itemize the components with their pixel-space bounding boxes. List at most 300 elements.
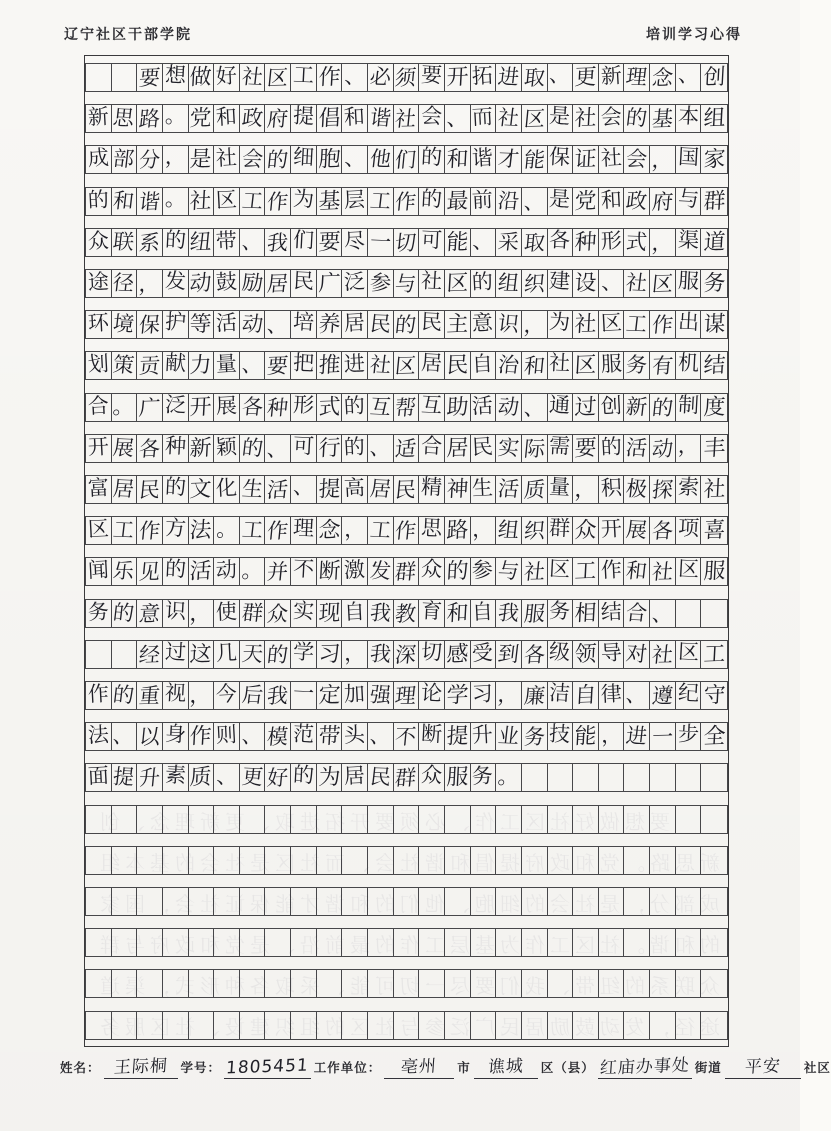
manuscript-cell: 路: [445, 517, 469, 544]
manuscript-cell: ，: [650, 230, 675, 256]
manuscript-cell: 理: [394, 683, 418, 709]
manuscript-row: [85, 269, 728, 298]
manuscript-cell: 要: [419, 64, 445, 91]
manuscript-cell: [573, 970, 599, 997]
manuscript-row: [85, 805, 728, 834]
manuscript-cell: 。: [163, 188, 189, 215]
manuscript-cell: [701, 847, 727, 874]
manuscript-cell: 模: [266, 724, 290, 750]
manuscript-cell: 区: [445, 270, 469, 296]
manuscript-cell: 开: [86, 435, 112, 462]
manuscript-cell: 们: [291, 229, 317, 256]
manuscript-cell: [599, 806, 625, 833]
manuscript-cell: 、: [650, 601, 675, 626]
manuscript-cell: 服: [522, 601, 546, 626]
manuscript-cell: 是: [548, 188, 574, 215]
manuscript-cell: [471, 970, 497, 997]
manuscript-cell: 要: [137, 65, 162, 91]
manuscript-cell: 、: [522, 395, 546, 420]
manuscript-cell: 能: [445, 228, 469, 255]
manuscript-cell: [112, 847, 138, 874]
manuscript-cell: 社: [573, 105, 598, 132]
manuscript-cell: 切: [419, 641, 445, 668]
manuscript-cell: [265, 970, 291, 997]
manuscript-cell: 贡: [137, 354, 162, 379]
manuscript-cell: 社: [394, 106, 418, 132]
manuscript-row: [85, 681, 728, 710]
manuscript-cell: [189, 1012, 215, 1039]
manuscript-cell: 助: [445, 393, 469, 420]
manuscript-cell: 基: [650, 106, 675, 132]
manuscript-cell: ，: [496, 682, 521, 708]
manuscript-cell: 社: [548, 352, 574, 379]
manuscript-cell: 。: [214, 517, 240, 544]
manuscript-cell: [394, 1012, 420, 1039]
manuscript-cell: [189, 888, 215, 915]
manuscript-cell: [368, 806, 394, 833]
manuscript-cell: 量: [214, 352, 240, 379]
manuscript-cell: 合: [86, 394, 112, 421]
manuscript-cell: 励: [240, 270, 265, 296]
manuscript-cell: 的: [394, 312, 418, 338]
manuscript-cell: 服: [702, 558, 726, 585]
manuscript-cell: [214, 1012, 240, 1039]
manuscript-cell: 工: [368, 188, 393, 214]
manuscript-cell: [214, 970, 240, 997]
manuscript-cell: 培: [291, 311, 317, 338]
manuscript-cell: [650, 970, 676, 997]
manuscript-cell: [701, 1012, 727, 1039]
manuscript-cell: [599, 970, 625, 997]
manuscript-cell: 和: [445, 599, 469, 626]
manuscript-cell: 的: [163, 229, 189, 256]
manuscript-cell: [701, 929, 727, 956]
manuscript-cell: 服: [676, 270, 702, 297]
manuscript-cell: [163, 806, 189, 833]
manuscript-cell: 方: [163, 517, 189, 544]
manuscript-cell: [240, 806, 266, 833]
manuscript-cell: [650, 847, 676, 874]
manuscript-cell: 我: [368, 600, 393, 626]
manuscript-cell: 拓: [471, 64, 497, 91]
manuscript-cell: [112, 970, 138, 997]
manuscript-cell: 发: [163, 270, 189, 297]
manuscript-row: [85, 63, 728, 92]
manuscript-cell: [522, 1012, 548, 1039]
manuscript-cell: 、: [445, 105, 469, 132]
manuscript-cell: 组: [496, 270, 521, 296]
manuscript-cell: 道: [702, 228, 726, 255]
manuscript-cell: 提: [445, 723, 469, 750]
manuscript-cell: 作: [317, 64, 341, 90]
manuscript-cell: 府: [266, 106, 290, 132]
manuscript-cell: 需: [548, 435, 574, 462]
manuscript-cell: [471, 847, 497, 874]
manuscript-cell: 动: [240, 311, 265, 337]
manuscript-cell: 工: [624, 311, 649, 337]
manuscript-cell: 的: [419, 188, 445, 215]
manuscript-cell: 细: [291, 146, 317, 173]
manuscript-cell: 的: [445, 558, 469, 585]
manuscript-cell: 后: [240, 682, 265, 708]
manuscript-cell: 互: [368, 394, 393, 420]
institution-title: 辽宁社区干部学院: [64, 27, 192, 43]
manuscript-cell: 一: [368, 229, 393, 255]
manuscript-cell: 不: [394, 724, 418, 750]
manuscript-cell: 径: [112, 270, 136, 296]
manuscript-cell: 的: [163, 476, 189, 503]
manuscript-cell: 素: [163, 764, 189, 791]
manuscript-cell: 和: [599, 188, 625, 215]
manuscript-cell: 政: [624, 188, 649, 214]
manuscript-cell: 几: [214, 641, 240, 668]
manuscript-cell: [419, 847, 445, 874]
manuscript-cell: 意: [137, 601, 162, 626]
manuscript-cell: 、: [240, 353, 265, 378]
manuscript-cell: 社: [599, 146, 625, 173]
manuscript-cell: 结: [702, 352, 726, 379]
manuscript-cell: 使: [214, 600, 240, 627]
manuscript-cell: 划: [86, 352, 112, 379]
manuscript-cell: [573, 929, 599, 956]
manuscript-cell: 、: [214, 764, 240, 791]
bleedthrough-ghost-text: 要想做好社区工作、必须要开拓进取、更新理念、创 新思路。党和政府提倡和谐社会、而社区是社会的基本组 成部分，是社会的细胞、他们的和谐才能保证社会，国家 的和谐。社区工作为基层工作的最前沿、是党和政府与群 众联系的纽带、我们要尽一切可能、采取各种形式，渠道 途径，发动鼓励居民广泛参与社区的组织建设、社区服务: [95, 810, 720, 1039]
manuscript-cell: 、: [599, 270, 625, 297]
manuscript-cell: 现: [317, 599, 341, 626]
manuscript-cell: 颖: [214, 435, 240, 462]
manuscript-cell: 、: [112, 723, 136, 749]
manuscript-cell: [445, 888, 471, 915]
manuscript-cell: [394, 806, 420, 833]
manuscript-cell: 丰: [702, 434, 726, 461]
manuscript-cell: [522, 806, 548, 833]
manuscript-cell: 识: [163, 600, 189, 627]
manuscript-cell: 出: [676, 311, 702, 338]
manuscript-cell: 索: [676, 476, 702, 503]
manuscript-row: [85, 310, 728, 339]
manuscript-cell: 今: [214, 682, 240, 709]
manuscript-cell: 互: [419, 394, 445, 421]
manuscript-cell: 念: [317, 517, 341, 544]
manuscript-cell: 极: [624, 476, 649, 502]
manuscript-cell: 廉: [522, 683, 546, 709]
manuscript-cell: 识: [496, 311, 521, 337]
manuscript-row: [85, 640, 728, 669]
manuscript-cell: 组: [702, 105, 726, 132]
manuscript-cell: 法: [86, 723, 112, 750]
manuscript-cell: 尽: [342, 229, 368, 256]
manuscript-cell: 头: [342, 723, 368, 750]
manuscript-cell: 群: [702, 187, 726, 214]
manuscript-cell: 、: [342, 64, 368, 91]
manuscript-cell: 我: [266, 230, 290, 256]
manuscript-cell: 作: [650, 312, 675, 338]
manuscript-cell: 会: [599, 105, 625, 132]
manuscript-cell: 鼓: [214, 270, 240, 297]
manuscript-cell: [342, 888, 368, 915]
manuscript-cell: 的: [112, 600, 136, 626]
manuscript-cell: 精: [419, 476, 445, 503]
manuscript-cell: 、: [676, 64, 702, 91]
manuscript-cell: 我: [496, 600, 521, 626]
manuscript-row: [85, 887, 728, 916]
manuscript-cell: 组: [496, 517, 521, 543]
manuscript-cell: 众: [419, 558, 445, 585]
manuscript-cell: ，: [342, 517, 368, 544]
manuscript-cell: 提: [317, 476, 341, 502]
manuscript-cell: 守: [702, 682, 726, 708]
manuscript-cell: 众: [573, 517, 598, 544]
manuscript-cell: 动: [650, 436, 675, 462]
manuscript-cell: 沿: [496, 188, 521, 214]
manuscript-cell: 务: [522, 724, 546, 750]
manuscript-cell: 全: [702, 723, 726, 750]
manuscript-row: [85, 1011, 728, 1040]
manuscript-cell: [624, 806, 650, 833]
manuscript-cell: [548, 1012, 574, 1039]
manuscript-cell: 织: [522, 271, 546, 297]
manuscript-cell: [650, 1012, 676, 1039]
manuscript-cell: 谐: [471, 146, 497, 173]
manuscript-cell: [112, 929, 138, 956]
manuscript-cell: 和: [214, 105, 240, 132]
manuscript-cell: [163, 847, 189, 874]
work-unit-label: 工作单位：: [313, 1060, 382, 1075]
manuscript-cell: 众: [86, 229, 112, 256]
manuscript-cell: [291, 1012, 317, 1039]
manuscript-cell: [496, 1012, 522, 1039]
manuscript-cell: [419, 806, 445, 833]
manuscript-cell: [342, 806, 368, 833]
manuscript-cell: [496, 888, 522, 915]
manuscript-cell: [317, 847, 343, 874]
manuscript-cell: [471, 888, 497, 915]
manuscript-cell: 好: [214, 64, 240, 91]
manuscript-cell: 的: [266, 642, 290, 668]
manuscript-cell: [86, 641, 112, 668]
manuscript-cell: [548, 764, 574, 791]
manuscript-cell: [471, 806, 497, 833]
manuscript-cell: [86, 1012, 112, 1039]
manuscript-cell: [522, 929, 548, 956]
manuscript-cell: [214, 806, 240, 833]
manuscript-cell: 通: [548, 394, 574, 421]
manuscript-cell: 民: [368, 311, 393, 337]
manuscript-row: [85, 145, 728, 174]
manuscript-cell: 实: [291, 600, 317, 627]
manuscript-cell: 为: [548, 311, 574, 338]
manuscript-cell: 民: [137, 477, 162, 503]
manuscript-cell: 定: [317, 682, 341, 708]
manuscript-cell: 活: [496, 476, 521, 502]
manuscript-cell: 见: [137, 560, 162, 585]
manuscript-cell: 谋: [702, 311, 726, 338]
manuscript-cell: 种: [163, 435, 189, 462]
manuscript-cell: 活: [624, 435, 649, 461]
manuscript-cell: 设: [573, 270, 598, 296]
manuscript-cell: ，: [342, 641, 368, 668]
manuscript-cell: [163, 970, 189, 997]
manuscript-cell: [342, 970, 368, 997]
manuscript-cell: [445, 1012, 471, 1039]
manuscript-cell: 各: [650, 518, 675, 544]
manuscript-cell: [317, 1012, 343, 1039]
manuscript-cell: 生: [240, 476, 265, 502]
manuscript-cell: 服: [599, 352, 625, 379]
manuscript-cell: 民: [394, 477, 418, 503]
manuscript-cell: 建: [548, 270, 574, 297]
manuscript-cell: 才: [496, 146, 521, 172]
manuscript-cell: 制: [676, 394, 702, 421]
manuscript-cell: [86, 929, 112, 956]
manuscript-cell: 式: [317, 393, 341, 420]
manuscript-cell: 项: [676, 517, 702, 544]
manuscript-cell: 取: [522, 65, 546, 91]
manuscript-cell: [650, 764, 676, 791]
manuscript-cell: 文: [189, 476, 213, 502]
manuscript-cell: 们: [394, 148, 418, 173]
manuscript-cell: 各: [548, 229, 574, 256]
manuscript-cell: 活: [214, 311, 240, 338]
manuscript-cell: [599, 847, 625, 874]
manuscript-cell: 国: [676, 146, 702, 173]
manuscript-cell: [573, 806, 599, 833]
manuscript-cell: 开: [189, 393, 213, 420]
manuscript-cell: 想: [163, 64, 189, 91]
manuscript-cell: ，: [137, 271, 162, 297]
manuscript-cell: 是: [189, 146, 213, 173]
manuscript-cell: 并: [266, 560, 290, 585]
manuscript-cell: [676, 806, 702, 833]
manuscript-cell: 参: [471, 558, 497, 585]
manuscript-row: [85, 599, 728, 628]
manuscript-cell: 、: [471, 229, 497, 256]
handwritten-district: 谯城: [474, 1052, 538, 1079]
manuscript-cell: 级: [548, 641, 574, 668]
manuscript-cell: 居: [419, 352, 445, 379]
manuscript-cell: 作: [137, 518, 162, 544]
manuscript-cell: 与: [676, 188, 702, 215]
manuscript-cell: [573, 847, 599, 874]
manuscript-cell: 工: [240, 188, 265, 214]
manuscript-cell: [265, 1012, 291, 1039]
manuscript-cell: 作: [394, 189, 418, 214]
manuscript-cell: 法: [189, 517, 213, 544]
manuscript-cell: 开: [445, 64, 469, 90]
manuscript-cell: [701, 888, 727, 915]
manuscript-cell: 理: [624, 64, 649, 90]
manuscript-cell: 领: [573, 640, 598, 667]
manuscript-cell: 谐: [368, 105, 393, 131]
manuscript-cell: 理: [291, 517, 317, 544]
manuscript-cell: [86, 970, 112, 997]
manuscript-cell: 自: [342, 600, 368, 627]
manuscript-cell: 这: [189, 640, 213, 667]
manuscript-cell: [214, 929, 240, 956]
manuscript-cell: 积: [599, 476, 625, 503]
manuscript-cell: [522, 847, 548, 874]
manuscript-cell: 作: [189, 723, 213, 750]
manuscript-cell: [291, 929, 317, 956]
manuscript-cell: [291, 806, 317, 833]
manuscript-cell: 提: [112, 765, 136, 790]
manuscript-cell: 群: [394, 766, 418, 791]
page-header: [64, 24, 742, 44]
manuscript-cell: [368, 970, 394, 997]
manuscript-row: [85, 228, 728, 257]
manuscript-cell: 新: [599, 64, 625, 91]
manuscript-cell: [214, 888, 240, 915]
manuscript-cell: 纪: [676, 682, 702, 709]
manuscript-cell: [342, 1012, 368, 1039]
manuscript-cell: 各: [137, 436, 162, 462]
student-id-label: 学号：: [180, 1060, 222, 1075]
manuscript-row: [85, 104, 728, 133]
manuscript-cell: 务: [471, 764, 497, 791]
manuscript-cell: 经: [137, 642, 162, 668]
signature-line: [60, 1052, 831, 1092]
manuscript-cell: [419, 929, 445, 956]
manuscript-cell: 度: [702, 393, 726, 420]
manuscript-cell: 习: [317, 640, 341, 667]
manuscript-cell: 各: [240, 394, 265, 420]
manuscript-cell: [624, 888, 650, 915]
manuscript-cell: [265, 847, 291, 874]
manuscript-cell: 的: [342, 435, 368, 462]
manuscript-cell: 发: [368, 559, 393, 584]
manuscript-cell: 展: [214, 394, 240, 421]
manuscript-cell: 区: [676, 641, 702, 668]
manuscript-cell: ，: [471, 517, 497, 544]
manuscript-cell: 众: [419, 764, 445, 791]
manuscript-cell: 胞: [317, 146, 341, 173]
manuscript-cell: [650, 929, 676, 956]
manuscript-cell: [496, 970, 522, 997]
manuscript-cell: [701, 806, 727, 833]
manuscript-cell: 层: [342, 188, 368, 215]
manuscript-cell: 洁: [548, 682, 574, 709]
manuscript-cell: 际: [522, 436, 546, 462]
manuscript-cell: 倡: [317, 105, 341, 132]
manuscript-cell: 社: [702, 476, 726, 502]
manuscript-cell: 务: [624, 353, 649, 378]
manuscript-cell: 的: [86, 188, 112, 215]
manuscript-cell: 过: [573, 393, 598, 420]
manuscript-cell: [676, 929, 702, 956]
manuscript-cell: 和: [522, 354, 546, 379]
manuscript-cell: 织: [522, 518, 546, 544]
manuscript-cell: 社: [624, 270, 649, 296]
manuscript-cell: 服: [445, 764, 469, 791]
manuscript-cell: ，: [676, 435, 702, 462]
manuscript-cell: 带: [317, 723, 341, 750]
manuscript-cell: 的: [240, 435, 265, 461]
manuscript-cell: [676, 888, 702, 915]
manuscript-cell: 教: [394, 601, 418, 626]
manuscript-cell: 开: [599, 517, 625, 544]
manuscript-cell: [419, 970, 445, 997]
manuscript-cell: [240, 1012, 266, 1039]
manuscript-cell: 保: [137, 312, 162, 338]
manuscript-cell: [112, 641, 138, 668]
manuscript-cell: 作: [599, 558, 625, 585]
manuscript-cell: [445, 970, 471, 997]
manuscript-cell: 路: [137, 106, 162, 132]
manuscript-cell: [240, 888, 266, 915]
manuscript-cell: 量: [548, 476, 574, 503]
manuscript-cell: 区: [214, 188, 240, 215]
manuscript-cell: 创: [702, 64, 726, 90]
